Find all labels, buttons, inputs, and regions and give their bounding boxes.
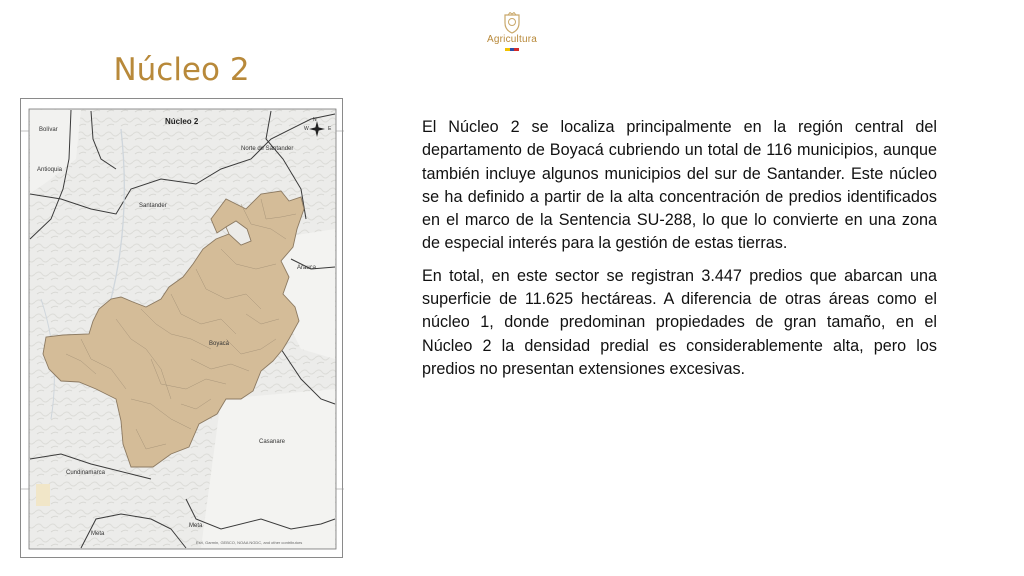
shield-emblem-icon bbox=[502, 12, 522, 34]
patch bbox=[36, 484, 50, 506]
compass-east-letter: E bbox=[328, 126, 332, 132]
paragraph-1: El Núcleo 2 se localiza principalmente en la región central del departamento de Boyacá cubriendo un total de 116 municipios, aunque también incluye algunos municipios del sur de Santander. Este núcleo se ha definido a partir de la alta concentración de predios identificados en el marco de la Sentencia SU-288, lo que lo convierte en una zona de especial interés para la gestión de estas tierras. bbox=[422, 118, 937, 253]
label-bolivar: Bolívar bbox=[39, 127, 58, 133]
map-image bbox=[20, 98, 343, 558]
map-title: Núcleo 2 bbox=[165, 117, 199, 126]
logo-text: Agricultura bbox=[487, 34, 537, 45]
label-cundinamarca: Cundinamarca bbox=[66, 470, 106, 476]
label-casanare: Casanare bbox=[259, 439, 286, 445]
map-canvas bbox=[21, 99, 344, 559]
agricultura-logo bbox=[478, 12, 546, 56]
map-attribution: Esri, Garmin, GEBCO, NOAA NGDC, and other contributors bbox=[196, 540, 303, 545]
label-arauca: Arauca bbox=[297, 265, 317, 271]
compass-west-letter: W bbox=[304, 126, 309, 132]
slide-title: Núcleo 2 bbox=[113, 52, 250, 88]
label-meta: Meta bbox=[91, 531, 105, 537]
label-santander: Santander bbox=[139, 203, 167, 209]
label-boyaca: Boyacá bbox=[209, 341, 230, 347]
label-antioquia: Antioquia bbox=[37, 167, 63, 173]
llanos-area-south bbox=[201, 389, 335, 548]
label-norte-santander: Norte de Santander bbox=[241, 146, 294, 152]
label-meta: Meta bbox=[189, 523, 203, 529]
compass-north-letter: N bbox=[313, 117, 317, 123]
paragraph-2: En total, en este sector se registran 3.447 predios que abarcan una superficie de 11.625 hectáreas. A diferencia de otras áreas como el núcleo 1, donde predominan propiedades de gran tamaño, en el Núcleo 2 la densidad predial es considerablemente alta, pero los predios no presentan extensiones excesivas. bbox=[422, 266, 937, 378]
flag-stripe bbox=[505, 48, 519, 51]
flag-red bbox=[514, 48, 519, 51]
body-text bbox=[422, 116, 937, 390]
